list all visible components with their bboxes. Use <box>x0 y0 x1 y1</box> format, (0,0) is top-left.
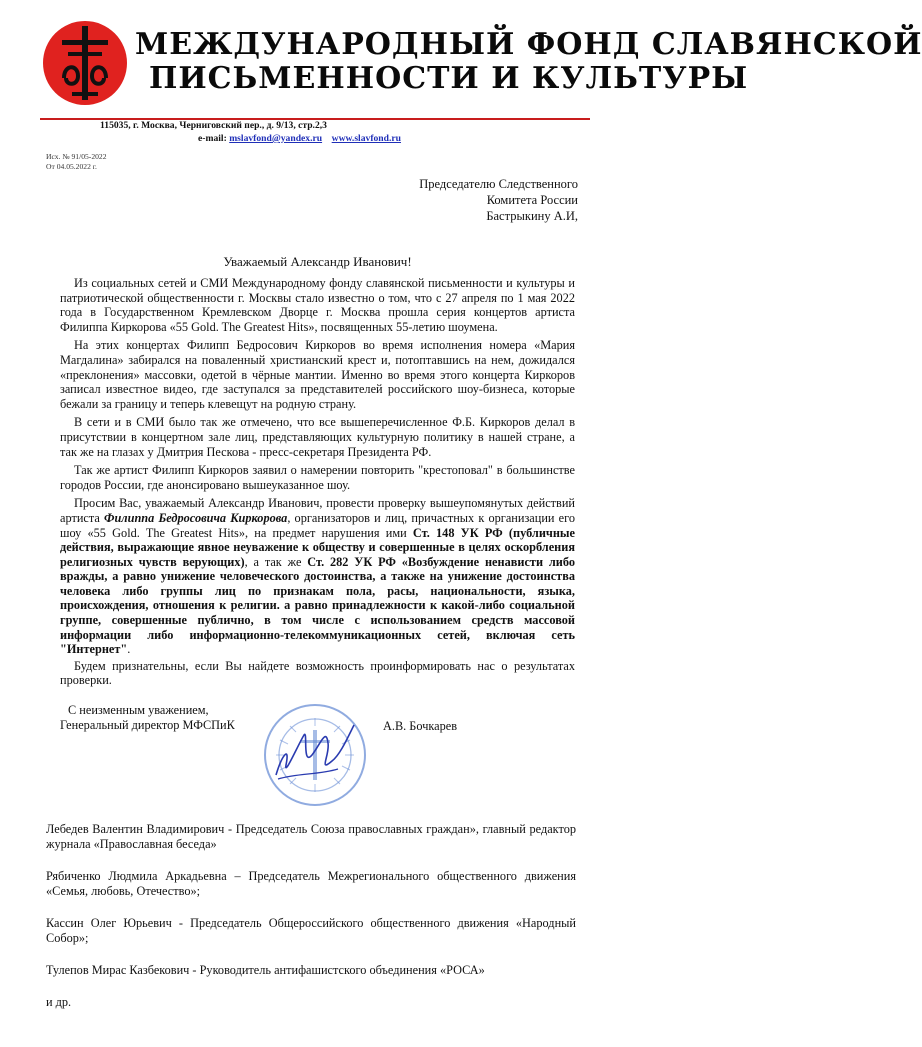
paragraph: Из социальных сетей и СМИ Международному фонду славянской письменности и культуры и патриотической общественности г. Москвы стало известно о том, что с 27 апреля по 1 мая 2022 года в Государственном Кремлевском Дворце г. Москва прошла серия концертов артиста Филиппа Киркорова «55 Gold. The Greatest Hits», посвященных 55-летию шоумена. <box>60 276 575 334</box>
paragraph-request <box>60 496 575 657</box>
website-link[interactable]: www.slavfond.ru <box>331 133 401 144</box>
addressee-line: Комитета России <box>486 193 578 207</box>
address: 115035, г. Москва, Черниговский пер., д. 9/13, стр.2,3 <box>100 120 327 131</box>
request-text: , организаторов и лиц, причастных к организации его шоу «55 Gold. The Greatest Hits», на предмет нарушения ими <box>60 510 576 540</box>
addressee-block <box>419 176 578 224</box>
contact-line <box>198 133 401 144</box>
letter-body <box>60 276 575 688</box>
article-148: Ст. 148 УК РФ (публичные действия, выражающие явное неуважение к обществу и совершенные в целях оскорбления религиозных чувств верующих) <box>60 525 575 569</box>
signatory-entry: Рябиченко Людмила Аркадьевна – Председатель Межрегионального общественного движения «Семья, любовь, Отечество»; <box>46 869 576 898</box>
closing-block <box>60 703 235 733</box>
artist-name: Филиппа Бедросовича Киркорова <box>104 510 288 525</box>
signatory-entry: Лебедев Валентин Владимирович - Председатель Союза православных граждан», главный редактор журнала «Православная беседа» <box>46 822 576 851</box>
outgoing-reference <box>46 152 107 172</box>
addressee-line: Председателю Следственного <box>419 177 578 191</box>
paragraph: На этих концертах Филипп Бедросович Киркоров во время исполнения номера «Мария Магдалина» забирался на поваленный христианский крест и, потоптавшись на нем, дожидался «преклонения» массовки, одетой в чёрные мантии. Именно во время этого концерта Киркоров записал известное видео, где заступался за представителей российского шоу-бизнеса, которые бежали за границу и теперь клевещут на родную страну. <box>60 338 575 411</box>
email-label: e-mail: <box>198 133 227 144</box>
paragraph: Будем признательны, если Вы найдете возможность проинформировать нас о результатах проверки. <box>60 658 575 688</box>
request-text: , а так же <box>244 554 308 569</box>
request-text: Просим Вас, уважаемый Александр Иванович, провести проверку вышеупомянутых действий артиста <box>60 496 575 525</box>
signatory-entry: и др. <box>46 995 72 1009</box>
organization-name-line2: ПИСЬМЕННОСТИ И КУЛЬТУРЫ <box>149 61 749 96</box>
signatory-entry: Тулепов Мирас Казбекович - Руководитель антифашистского объединения «РОСА» <box>46 963 485 977</box>
co-signatories <box>46 822 576 1010</box>
closing-regards: С неизменным уважением, <box>68 703 209 717</box>
signer-name: А.В. Бочкарев <box>383 719 458 733</box>
signer-position: Генеральный директор МФСПиК <box>60 718 235 732</box>
foundation-logo <box>42 20 128 106</box>
email-link[interactable]: mslavfond@yandex.ru <box>229 133 323 144</box>
addressee-line: Бастрыкину А.И, <box>486 209 578 223</box>
organization-name <box>135 27 922 96</box>
paragraph: В сети и в СМИ было так же отмечено, что все вышеперечисленное Ф.Б. Киркоров делал в присутствии в концертном зале лиц, представляющих культурную политику в нашей стране, а так же на глазах у Дмитрия Пескова - пресс-секретаря Президента РФ. <box>60 415 575 459</box>
outgoing-number: Исх. № 91/05-2022 <box>46 152 107 161</box>
salutation: Уважаемый Александр Иванович! <box>223 254 412 269</box>
organization-name-line1: МЕЖДУНАРОДНЫЙ ФОНД СЛАВЯНСКОЙ <box>135 27 922 62</box>
signatory-entry: Кассин Олег Юрьевич - Председатель Общероссийского общественного движения «Народный Собор»; <box>46 916 576 945</box>
request-text: . <box>127 642 131 657</box>
handwritten-signature <box>268 715 358 785</box>
article-282: Ст. 282 УК РФ «Возбуждение ненависти либо вражды, а равно унижение человеческого достоинства, а также на унижение достоинства человека либо группы лиц по признакам пола, расы, национальности, языка, происхождения, отношения к религии. а равно принадлежности к какой-либо социальной группе, совершенные публично, в том числе с использованием средств массовой информации либо информационно-телекоммуникационных сетей, включая сеть "Интернет" <box>60 554 576 657</box>
paragraph: Так же артист Филипп Киркоров заявил о намерении повторить "крестоповал" в большинстве городов России, где анонсировано вышеуказанное шоу. <box>60 463 575 492</box>
outgoing-date: От 04.05.2022 г. <box>46 162 97 171</box>
